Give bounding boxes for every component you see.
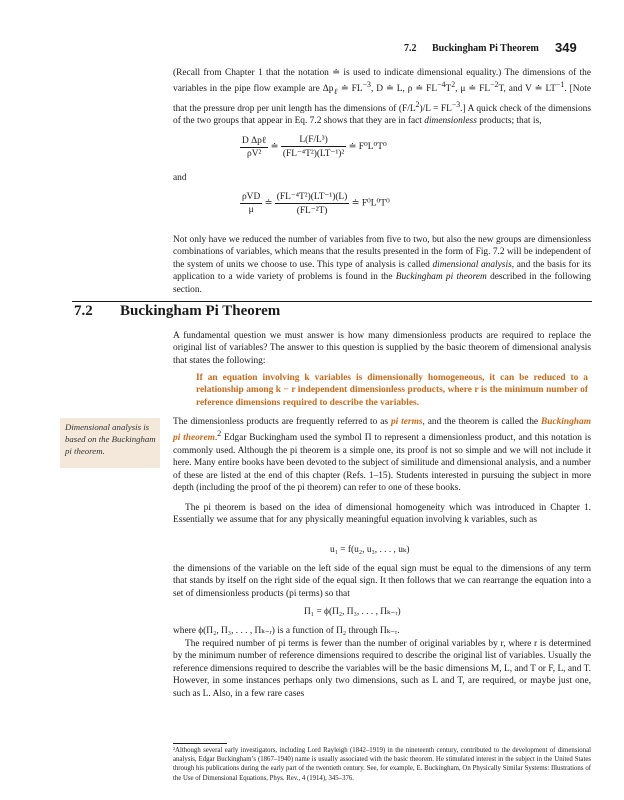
page-number: 349 [555, 40, 577, 55]
pi-terms-paragraph: The dimensionless products are frequently referred to as pi terms, and the theorem is called the Buckingham pi theorem.$^2$ Edgar Buckingham used the symbol Π to represent a dimensionless product, and this notation is commonly used. Although the pi theorem is a simple one, its proof is not so simple and we will not include it here. Many entire books have been devoted to the subject of similitude and dimensional analysis, and a number of these are listed at the end of this chapter (Refs. 1–15). Students interested in pursuing the subject in more depth (including the proof of the pi theorem) can refer to one of these books. [173, 417, 591, 494]
equation-dimensionless-group-1: $\frac{\text{D Δpℓ}}{\text{ρV²}}$ ≐ $\frac{\text{L(F/L³)}}{\text{(FL⁻⁴T²)(LT⁻¹)²}}$ ≐ F⁰L⁰T⁰ [242, 135, 387, 159]
dimensional-analysis-paragraph: Not only have we reduced the number of variables from five to two, but also the new groups are dimensionless combinations of variables, which means that the results presented in the form of Fig. 7.2 will be independent of the system of units we choose to use. This type of analysis is called dimensional analysis, and the basis for its application to a wide variety of problems is found in the Buckingham pi theorem described in the following section. [173, 235, 592, 295]
footnote-rule [173, 743, 227, 744]
equation-dimensionless-group-2: $\frac{\text{ρVD}}{\mu}$ ≐ $\frac{\text{(FL⁻⁴T²)(LT⁻¹)(L)}}{\text{(FL⁻²T)}}$ ≐ F⁰L⁰T⁰ [242, 192, 390, 216]
rearrange-paragraph: the dimensions of the variable on the left side of the equal sign must be equal to the dimensions of any term that stands by itself on the right side of the equal sign. It then follows that we can rearrange the equation into a set of dimensionless products (pi terms) so that [173, 564, 591, 599]
where-clause: where ϕ(Π₂, Π₃, . . . , Πₖ₋ᵣ) is a function of Π₂ through Πₖ₋ᵣ. [173, 626, 400, 636]
intro-paragraph: (Recall from Chapter 1 that the notation ≐ is used to indicate dimensional equality.) The dimensions of the variables in the pipe flow example are $\Delta p_\ell$ ≐ $FL^{-3}$, D ≐ L, ρ ≐ $FL^{-4}T^2$, μ ≐ $FL^{-2}T$, and V ≐ $LT^{-1}$. [Note that the pressure drop per unit length has the dimensions of $(F/L^2)/L = FL^{-3}$.] A quick check of the dimensions of the two groups that appear in Eq. 7.2 shows that they are in fact dimensionless products; that is, [173, 68, 592, 127]
and-label: and [173, 173, 187, 183]
homogeneity-paragraph: The pi theorem is based on the idea of dimensional homogeneity which was introduced in Chapter 1. Essentially we assume that for any physically meaningful equation involving k variables, such as [173, 503, 591, 526]
body-paragraph-question: A fundamental question we must answer is how many dimensionless products are required to replace the original list of variables? The answer to this question is supplied by the basic theorem of dimensional analysis that states the following: [173, 331, 591, 366]
section-number: 7.2 [74, 303, 93, 319]
margin-note-text: Dimensional analysis is based on the Buckingham pi theorem. [65, 422, 156, 456]
section-title: Buckingham Pi Theorem [120, 303, 281, 319]
theorem-statement: If an equation involving k variables is dimensionally homogeneous, it can be reduced to a relationship among k − r independent dimensionless products, where r is the minimum number of reference dimensions required to describe the variables. [196, 373, 588, 408]
footnote: ²Although several early investigators, including Lord Rayleigh (1842–1919) in the nineteenth century, contributed to the development of dimensional analysis, Edgar Buckingham’s (1867–1940) name is usually associated with the basic theorem. He stimulated interest in the subject in the United States through his publications during the early part of the twentieth century. See, for example, E. Buckingham, On Physically Similar Systems: Illustrations of the Use of Dimensional Equations, Phys. Rev., 4 (1914), 345–376. [173, 747, 591, 782]
equation-general-function: u₁ = f(u₂, u₃, . . . , uₖ) [330, 545, 410, 555]
required-pi-terms-paragraph: The required number of pi terms is fewer than the number of original variables by r, where r is determined by the minimum number of reference dimensions required to describe the original list of variables. Usually the reference dimensions required to describe the variables will be the basic dimensions M, L, and T or F, L, and T. However, in some instances perhaps only two dimensions, such as L and T, are required, or maybe just one, such as L. Also, in a few rare cases [173, 639, 591, 699]
running-header-title: Buckingham Pi Theorem [432, 43, 539, 54]
running-header-section-number: 7.2 [404, 43, 417, 54]
equation-pi-relationship: Π₁ = ϕ(Π₂, Π₃, . . . , Πₖ₋ᵣ) [304, 607, 401, 617]
